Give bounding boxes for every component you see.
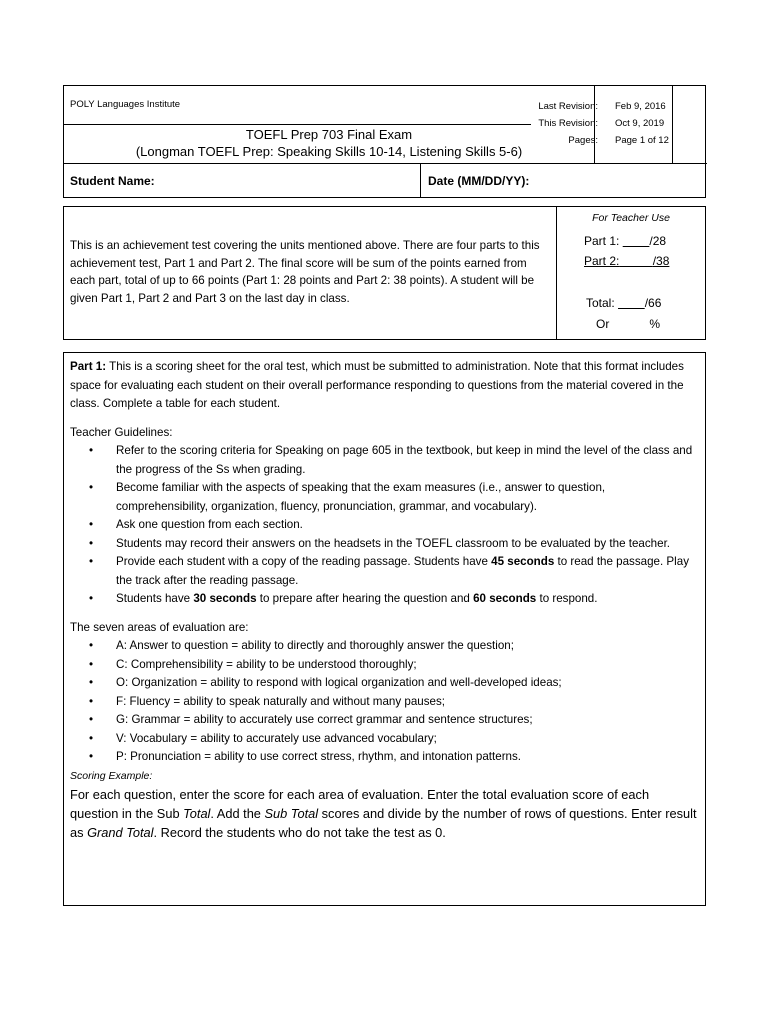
- guideline-text: to prepare after hearing the question and: [256, 592, 474, 605]
- list-item: [89, 711, 700, 730]
- part1-intro-paragraph: [70, 358, 700, 414]
- bullet-icon: •: [89, 481, 94, 494]
- header-divider: [420, 163, 421, 198]
- or-label: Or: [596, 317, 610, 331]
- list-item: [89, 516, 700, 535]
- pages-label: Pages:: [568, 135, 598, 146]
- part1-score-label: Part 1:: [584, 234, 620, 248]
- exam-subtitle: (Longman TOEFL Prep: Speaking Skills 10-14, Listening Skills 5-6): [135, 144, 523, 159]
- achievement-divider: [556, 207, 557, 339]
- exam-title: TOEFL Prep 703 Final Exam: [245, 127, 413, 142]
- list-item: [89, 590, 700, 609]
- scoring-text: scores and divide by the number of rows of questions. Enter result as: [70, 806, 697, 840]
- percent-line: [596, 317, 660, 331]
- guideline-text: Refer to the scoring criteria for Speaking on page 605 in the textbook, but keep in mind the level of the class and the progress of the Ss when grading.: [116, 444, 693, 476]
- list-item: [89, 442, 700, 479]
- list-item: [89, 637, 700, 656]
- list-item: [89, 730, 700, 749]
- list-item: [89, 656, 700, 675]
- bullet-icon: •: [89, 750, 94, 763]
- student-name-label: Student Name:: [70, 174, 155, 188]
- part1-score-max: /28: [649, 234, 667, 248]
- pages-value: Page 1 of 12: [615, 135, 669, 146]
- this-revision-value: Oct 9, 2019: [615, 118, 665, 129]
- achievement-description: This is an achievement test covering the units mentioned above. There are four parts to this achievement test, Part 1 and Part 2. The final score will be sum of the points earned from each part, total of up to 66 points (Part 1: 28 points and Part 2: 38 points). A student will be given Part 1, Part 2 and Part 3 on the last day in class.: [70, 239, 540, 305]
- total-score-max: /66: [644, 296, 662, 310]
- part2-score-max: /38: [652, 254, 670, 268]
- guideline-text: Ask one question from each section.: [116, 518, 303, 531]
- bullet-icon: •: [89, 518, 94, 531]
- part2-score-label: Part 2:: [584, 254, 620, 268]
- guidelines-title: Teacher Guidelines:: [70, 425, 173, 439]
- bullet-icon: •: [89, 639, 94, 652]
- scoring-text: . Record the students who do not take the test as 0.: [153, 825, 446, 840]
- bullet-icon: •: [89, 676, 94, 689]
- header-divider: [672, 86, 673, 164]
- achievement-section: [63, 206, 706, 340]
- list-item: [89, 748, 700, 767]
- area-text: A: Answer to question = ability to directly and thoroughly answer the question;: [116, 639, 514, 652]
- this-revision-label: This Revision:: [538, 118, 598, 129]
- scoring-example-label: Scoring Example:: [70, 769, 153, 782]
- bullet-icon: •: [89, 555, 94, 568]
- exam-header: [63, 85, 706, 198]
- guideline-text: Become familiar with the aspects of speaking that the exam measures (i.e., answer to question, comprehensibility, organization, fluency, pronunciation, grammar, and vocabulary).: [116, 481, 606, 513]
- list-item: [89, 535, 700, 554]
- area-text: G: Grammar = ability to accurately use correct grammar and sentence structures;: [116, 713, 533, 726]
- prep-time: 30 seconds: [193, 592, 257, 605]
- part1-content: [70, 358, 700, 842]
- list-item: [89, 553, 700, 590]
- total-score-line: [586, 296, 661, 310]
- bullet-icon: •: [89, 592, 94, 605]
- part1-heading: Part 1:: [70, 360, 107, 373]
- total-score-blank: [618, 296, 645, 310]
- area-text: V: Vocabulary = ability to accurately use advanced vocabulary;: [116, 731, 437, 745]
- percent-sign: %: [649, 317, 661, 331]
- areas-list: [70, 637, 700, 767]
- scoring-instructions: [70, 785, 700, 842]
- bullet-icon: •: [89, 444, 94, 457]
- bullet-icon: •: [89, 731, 94, 745]
- areas-title: The seven areas of evaluation are:: [70, 620, 249, 634]
- teacher-use-label: For Teacher Use: [592, 212, 670, 224]
- header-divider: [64, 163, 707, 164]
- part1-score-blank: [623, 234, 650, 248]
- guideline-text: Students may record their answers on the headsets in the TOEFL classroom to be evaluated by the teacher.: [116, 536, 671, 550]
- institute-name: POLY Languages Institute: [70, 99, 181, 110]
- reading-time: 45 seconds: [491, 555, 555, 568]
- guideline-text: to respond.: [536, 592, 598, 605]
- bullet-icon: •: [89, 694, 94, 708]
- scoring-term: Grand Total: [87, 825, 154, 840]
- scoring-term: Total: [183, 806, 211, 821]
- scoring-term: Sub Total: [264, 806, 319, 821]
- area-text: F: Fluency = ability to speak naturally and without many pauses;: [116, 694, 445, 708]
- date-label: Date (MM/DD/YY):: [428, 174, 530, 188]
- part1-section: [63, 352, 706, 906]
- total-score-label: Total:: [586, 296, 615, 310]
- part1-score-line: [584, 234, 666, 248]
- scoring-text: For each question, enter the score for each area of evaluation. Enter the total evaluation score of each question in the Sub: [70, 787, 650, 821]
- area-text: P: Pronunciation = ability to use correct stress, rhythm, and intonation patterns.: [116, 750, 522, 763]
- part2-score-line: [584, 254, 669, 268]
- area-text: O: Organization = ability to respond with logical organization and well-developed ideas;: [116, 676, 562, 689]
- area-text: C: Comprehensibility = ability to be understood thoroughly;: [116, 657, 417, 671]
- list-item: [89, 674, 700, 693]
- part1-intro: This is a scoring sheet for the oral test, which must be submitted to administration. Note that this format includes space for evaluating each student on their overall performance responding to questions from the material covered in the class. Complete a table for each student.: [70, 360, 684, 410]
- last-revision-value: Feb 9, 2016: [615, 101, 666, 112]
- guideline-text: Provide each student with a copy of the reading passage. Students have: [116, 555, 492, 568]
- guideline-text: to read the passage. Play the track after the reading passage.: [116, 555, 689, 587]
- guideline-text: Students have: [116, 592, 194, 605]
- header-divider: [64, 124, 531, 125]
- bullet-icon: •: [89, 536, 94, 550]
- list-item: [89, 693, 700, 712]
- scoring-text: . Add the: [210, 806, 265, 821]
- last-revision-label: Last Revision:: [538, 101, 598, 112]
- response-time: 60 seconds: [473, 592, 537, 605]
- bullet-icon: •: [89, 657, 94, 671]
- bullet-icon: •: [89, 713, 94, 726]
- list-item: [89, 479, 700, 516]
- guidelines-list: [70, 442, 700, 609]
